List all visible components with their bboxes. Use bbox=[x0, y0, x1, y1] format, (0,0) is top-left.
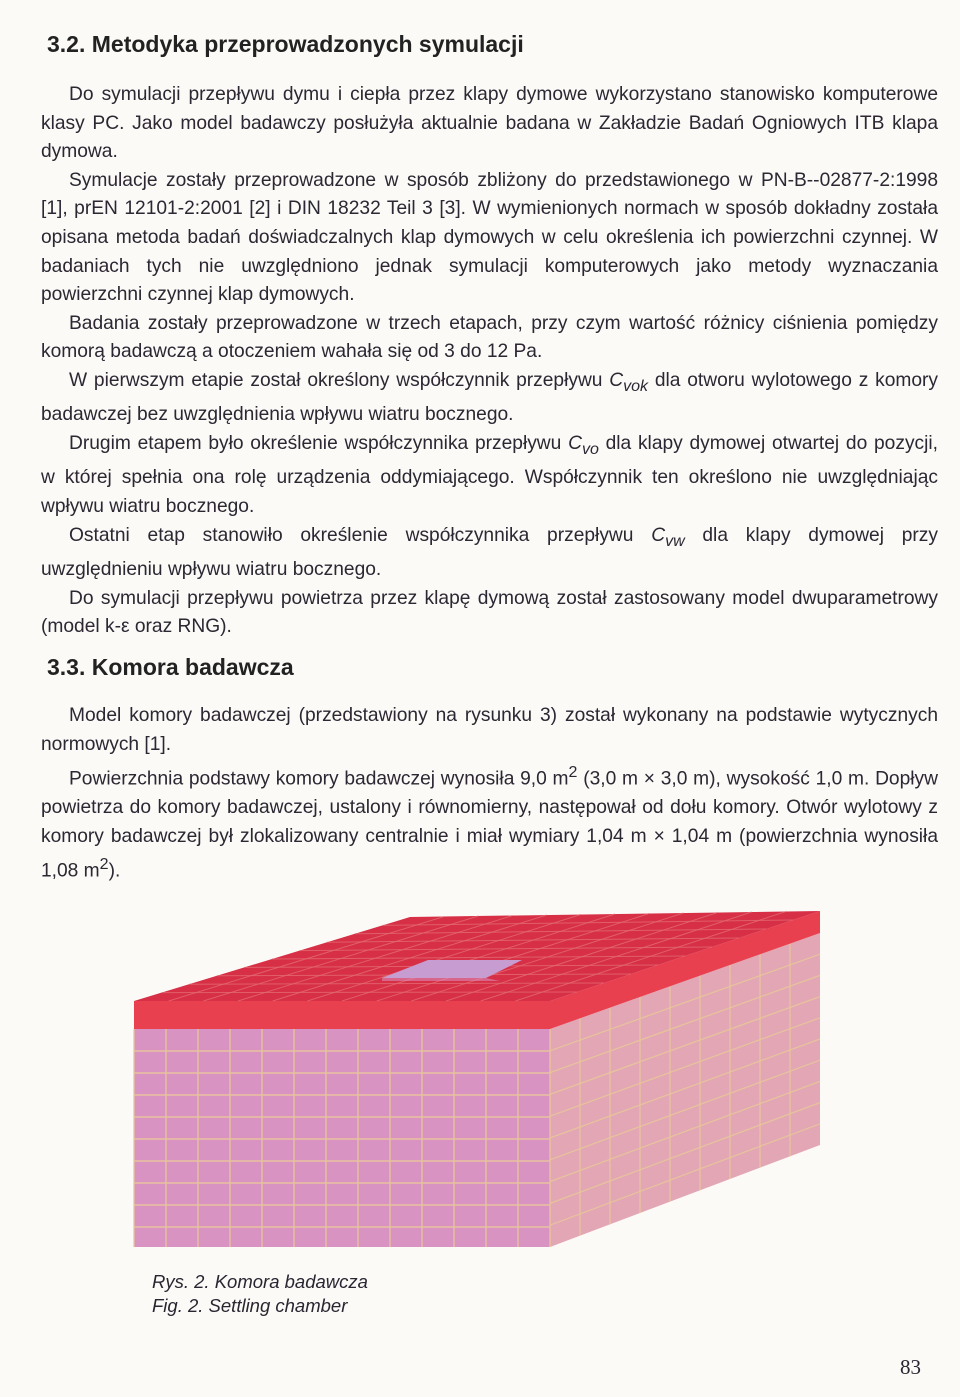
section-3-2-body bbox=[41, 81, 938, 642]
symbol: C bbox=[651, 524, 666, 546]
symbol: C bbox=[609, 369, 624, 391]
paragraph: Badania zostały przeprowadzone w trzech etapach, przy czym wartość różnicy ciśnienia pomiędzy komorą badawczą a otoczeniem wahała się od 3 do 12 Pa. bbox=[41, 312, 938, 363]
superscript: 2 bbox=[568, 764, 578, 782]
paragraph: Symulacje zostały przeprowadzone w sposób zbliżony do przedstawionego w PN-B--02877-2:1998 [1], prEN 12101-2:2001 [2] i DIN 18232 Teil 3 [3]. W wymienionych normach w sposób dokładny została opisana metoda badań doświadczalnych klap dymowych w celu określenia ich powierzchni czynnej. W badaniach tych nie uwzględniono jednak symulacji komputerowych jako metody wyznaczania powierzchni czynnej klap dymowych. bbox=[41, 169, 938, 306]
page-number: 83 bbox=[900, 1355, 921, 1379]
caption-polish: Rys. 2. Komora badawcza bbox=[152, 1271, 368, 1292]
chamber-top-edge-front bbox=[134, 1001, 550, 1029]
text-run: dla klapy dymowej przy uwzględnieniu wpływu wiatru bocznego. bbox=[41, 524, 938, 580]
text-run: ). bbox=[108, 860, 121, 882]
paragraph: Do symulacji przepływu dymu i ciepła przez klapy dymowe wykorzystano stanowisko komputerowe klasy PC. Jako model badawczy posłużyła aktualnie badana w Zakładzie Badań Ogniowych ITB klapa dymowa. bbox=[41, 84, 938, 163]
text-run: dla otworu wylotowego z komory badawczej bez uwzględnienia wpływu wiatru bocznego. bbox=[41, 369, 939, 426]
outlet-opening-inner-wall bbox=[382, 978, 500, 981]
chamber-front-face bbox=[134, 1029, 550, 1247]
figure-settling-chamber bbox=[120, 905, 840, 1275]
text-run: dla klapy dymowej otwartej do pozycji, w której spełnia ona rolę urządzenia oddymiającego. Współczynnik ten określono nie uwzględniając wpływu wiatru bocznego. bbox=[41, 432, 938, 517]
text-run: Powierzchnia podstawy komory badawczej wynosiła 9,0 m bbox=[69, 768, 569, 790]
paragraph: Do symulacji przepływu powietrza przez klapę dymową został zastosowany model dwuparametrowy (model k-ε oraz RNG). bbox=[41, 587, 938, 638]
section-heading-3-2: 3.2. Metodyka przeprowadzonych symulacji bbox=[47, 31, 524, 57]
paragraph bbox=[41, 430, 938, 522]
symbol-subscript: vok bbox=[623, 377, 649, 395]
text-run: (3,0 m × 3,0 m), wysokość 1,0 m. Dopływ powietrza do komory badawczej, ustalony i równomierny, następował od dołu komory. Otwór wylotowy z komory badawczej był zlokalizowany centralnie i miał wymiary 1,04 m × 1,04 m (powierzchnia wynosiła 1,08 m bbox=[41, 768, 938, 882]
superscript: 2 bbox=[99, 856, 109, 874]
section-heading-3-3: 3.3. Komora badawcza bbox=[47, 654, 294, 680]
paragraph: Model komory badawczej (przedstawiony na rysunku 3) został wykonany na podstawie wytycznych normowych [1]. bbox=[41, 705, 938, 755]
paragraph bbox=[41, 367, 938, 430]
text-run: Ostatni etap stanowiło określenie współczynnika przepływu bbox=[69, 524, 652, 546]
text-run: W pierwszym etapie został określony współczynnik przepływu bbox=[69, 369, 610, 391]
symbol-subscript: vw bbox=[665, 532, 685, 550]
paragraph bbox=[41, 522, 938, 585]
chamber-3d-model bbox=[120, 905, 840, 1275]
symbol: C bbox=[568, 432, 582, 454]
paragraph bbox=[41, 759, 938, 886]
text-run: Drugim etapem było określenie współczynnika przepływu bbox=[69, 432, 569, 454]
symbol-subscript: vo bbox=[581, 440, 599, 458]
figure-caption bbox=[152, 1270, 368, 1318]
caption-english: Fig. 2. Settling chamber bbox=[152, 1295, 348, 1316]
section-3-3-body bbox=[41, 702, 938, 886]
